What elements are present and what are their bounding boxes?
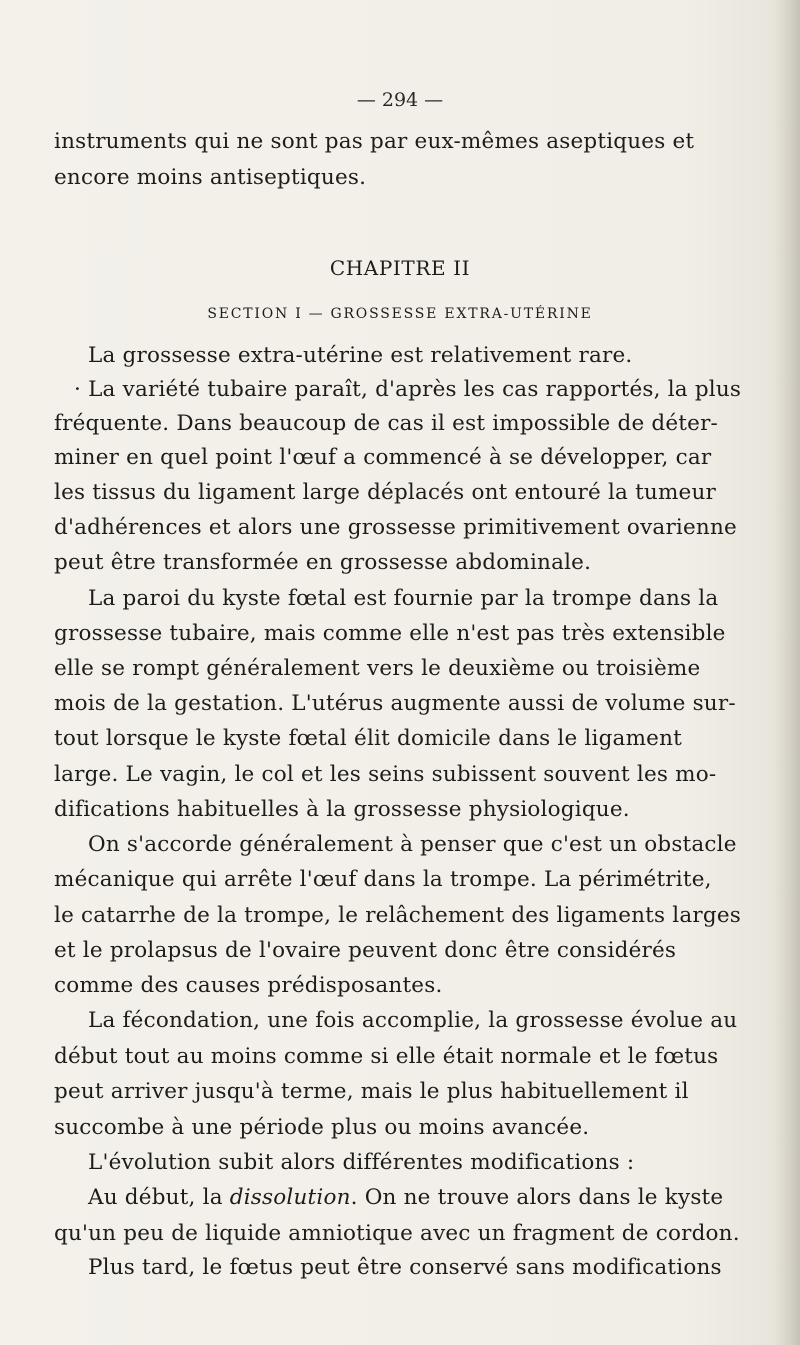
intro-line: instruments qui ne sont pas par eux-mêmes aseptiques et — [54, 129, 695, 154]
body-line: miner en quel point l'œuf a commencé à se développer, car — [54, 445, 712, 470]
body-line: elle se rompt généralement vers le deuxième ou troisième — [54, 656, 701, 681]
body-line: peut être transformée en grossesse abdominale. — [54, 550, 592, 575]
body-line: large. Le vagin, le col et les seins subissent souvent les mo- — [54, 762, 717, 787]
body-line: mois de la gestation. L'utérus augmente aussi de volume sur- — [54, 691, 736, 716]
intro-line: encore moins antiseptiques. — [54, 165, 367, 190]
body-line: Plus tard, le fœtus peut être conservé sans modifications — [88, 1255, 722, 1280]
body-line: mécanique qui arrête l'œuf dans la trompe. La périmétrite, — [54, 867, 712, 892]
body-line: L'évolution subit alors différentes modifications : — [88, 1150, 635, 1175]
body-line: On s'accorde généralement à penser que c'est un obstacle — [88, 832, 737, 857]
chapter-title: CHAPITRE II — [329, 256, 471, 280]
body-line: tout lorsque le kyste fœtal élit domicile dans le ligament — [54, 726, 682, 751]
section-heading — [0, 304, 800, 324]
section-dash: — — [308, 306, 325, 322]
body-line: succombe à une période plus ou moins avancée. — [54, 1115, 590, 1140]
section-title: GROSSESSE EXTRA-UTÉRINE — [330, 306, 593, 322]
body-line: La paroi du kyste fœtal est fournie par la trompe dans la — [88, 586, 719, 611]
body-line: La fécondation, une fois accomplie, la grossesse évolue au — [88, 1008, 738, 1033]
body-line: d'adhérences et alors une grossesse primitivement ovarienne — [54, 515, 737, 540]
body-line: difications habituelles à la grossesse physiologique. — [54, 797, 630, 822]
body-line: comme des causes prédisposantes. — [54, 973, 443, 998]
body-line: grossesse tubaire, mais comme elle n'est pas très extensible — [54, 621, 726, 646]
text-fragment: Au début, la — [88, 1185, 230, 1210]
body-line: La grossesse extra-utérine est relativement rare. — [88, 343, 633, 368]
body-line: · La variété tubaire paraît, d'après les cas rapportés, la plus — [74, 377, 742, 402]
body-line: les tissus du ligament large déplacés ont entouré la tumeur — [54, 480, 716, 505]
body-line-dissolution — [88, 1183, 723, 1213]
body-line: qu'un peu de liquide amniotique avec un fragment de cordon. — [54, 1221, 740, 1246]
body-line: et le prolapsus de l'ovaire peuvent donc être considérés — [54, 938, 677, 963]
body-line: début tout au moins comme si elle était normale et le fœtus — [54, 1044, 719, 1069]
body-line: fréquente. Dans beaucoup de cas il est impossible de déter- — [54, 411, 719, 436]
text-fragment: . On ne trouve alors dans le kyste — [350, 1185, 724, 1210]
body-line: le catarrhe de la trompe, le relâchement des ligaments larges — [54, 903, 741, 928]
page-number: — 294 — — [356, 89, 444, 111]
body-line: peut arriver jusqu'à terme, mais le plus habituellement il — [54, 1079, 689, 1104]
section-label: SECTION I — [207, 306, 303, 322]
italic-term: dissolution — [229, 1185, 351, 1210]
